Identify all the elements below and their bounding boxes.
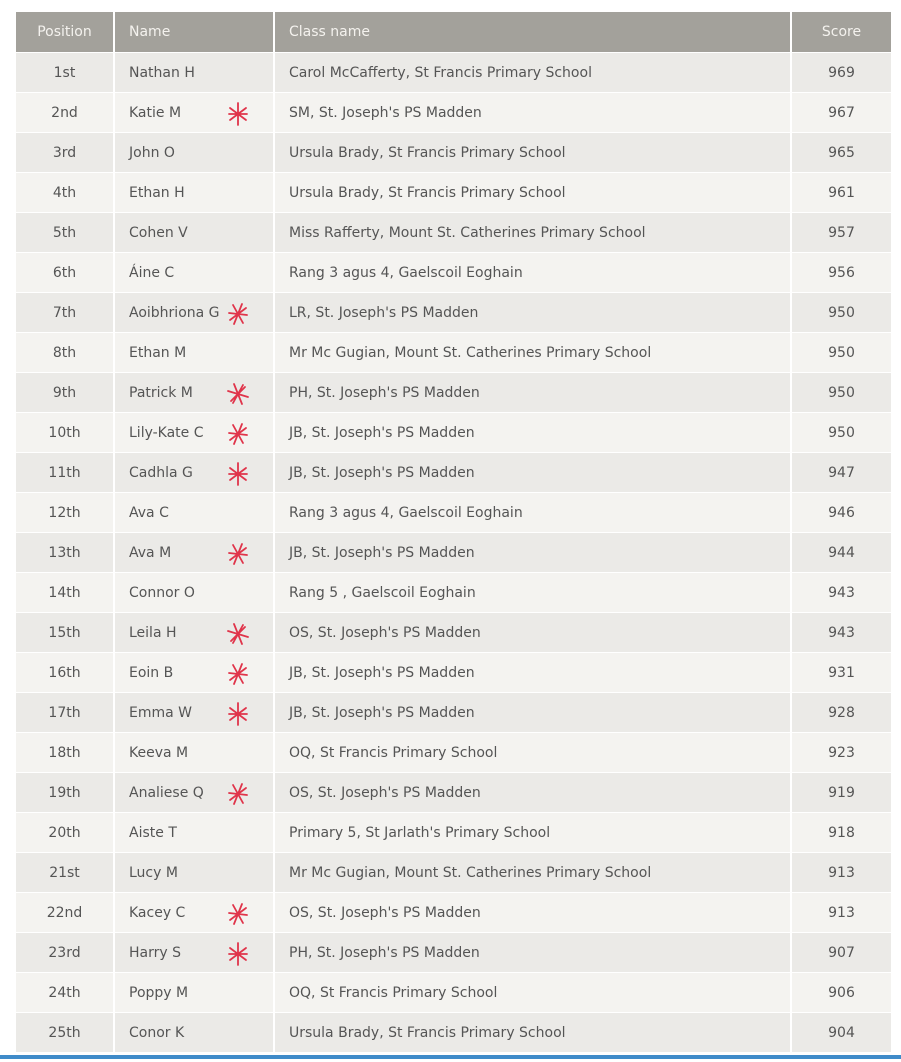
cell-score: 923: [792, 732, 891, 772]
cell-score: 950: [792, 372, 891, 412]
cell-name: [115, 652, 275, 692]
header-row: [16, 12, 891, 52]
cell-position: 1st: [16, 52, 115, 92]
cell-position: 11th: [16, 452, 115, 492]
cell-score: 967: [792, 92, 891, 132]
cell-class-name: OQ, St Francis Primary School: [275, 732, 792, 772]
cell-score: 956: [792, 252, 891, 292]
student-name: Cadhla G: [129, 464, 193, 481]
table-row[interactable]: [16, 732, 891, 772]
table-row[interactable]: [16, 772, 891, 812]
cell-score: 946: [792, 492, 891, 532]
cell-name: [115, 692, 275, 732]
cell-position: 19th: [16, 772, 115, 812]
table-row[interactable]: [16, 292, 891, 332]
cell-class-name: Mr Mc Gugian, Mount St. Catherines Primary School: [275, 332, 792, 372]
table-row[interactable]: [16, 652, 891, 692]
table-row[interactable]: [16, 892, 891, 932]
student-name: Connor O: [129, 584, 195, 601]
student-name: Ethan M: [129, 344, 187, 361]
cell-name: [115, 612, 275, 652]
cell-class-name: PH, St. Joseph's PS Madden: [275, 372, 792, 412]
cell-position: 14th: [16, 572, 115, 612]
cell-position: 7th: [16, 292, 115, 332]
hand-drawn-asterisk-icon: [225, 420, 251, 448]
cell-name: [115, 132, 275, 172]
leaderboard-table: [16, 12, 891, 1052]
cell-class-name: JB, St. Joseph's PS Madden: [275, 652, 792, 692]
hand-drawn-asterisk-icon: [225, 460, 251, 488]
cell-score: 947: [792, 452, 891, 492]
cell-score: 961: [792, 172, 891, 212]
cell-position: 25th: [16, 1012, 115, 1052]
cell-class-name: PH, St. Joseph's PS Madden: [275, 932, 792, 972]
hand-drawn-asterisk-icon: [225, 700, 251, 728]
cell-score: 931: [792, 652, 891, 692]
cell-name: [115, 92, 275, 132]
table-row[interactable]: [16, 932, 891, 972]
hand-drawn-asterisk-icon: [225, 380, 251, 408]
hand-drawn-asterisk-icon: [225, 900, 251, 928]
student-name: Kacey C: [129, 904, 186, 921]
cell-class-name: JB, St. Joseph's PS Madden: [275, 532, 792, 572]
student-name: Ava C: [129, 504, 169, 521]
cell-score: 907: [792, 932, 891, 972]
cell-score: 928: [792, 692, 891, 732]
cell-position: 12th: [16, 492, 115, 532]
cell-position: 8th: [16, 332, 115, 372]
table-row[interactable]: [16, 852, 891, 892]
table-row[interactable]: [16, 172, 891, 212]
student-name: Ava M: [129, 544, 172, 561]
table-row[interactable]: [16, 492, 891, 532]
cell-name: [115, 732, 275, 772]
cell-name: [115, 892, 275, 932]
table-row[interactable]: [16, 532, 891, 572]
student-name: Analiese Q: [129, 784, 204, 801]
table-row[interactable]: [16, 972, 891, 1012]
cell-score: 918: [792, 812, 891, 852]
cell-score: 944: [792, 532, 891, 572]
table-row[interactable]: [16, 252, 891, 292]
student-name: Poppy M: [129, 984, 189, 1001]
cell-score: 969: [792, 52, 891, 92]
student-name: Nathan H: [129, 64, 195, 81]
cell-position: 24th: [16, 972, 115, 1012]
leaderboard: [16, 12, 891, 1052]
cell-class-name: OQ, St Francis Primary School: [275, 972, 792, 1012]
student-name: Keeva M: [129, 744, 189, 761]
cell-name: [115, 772, 275, 812]
cell-class-name: Miss Rafferty, Mount St. Catherines Primary School: [275, 212, 792, 252]
cell-class-name: Rang 5 , Gaelscoil Eoghain: [275, 572, 792, 612]
student-name: Patrick M: [129, 384, 193, 401]
cell-class-name: JB, St. Joseph's PS Madden: [275, 412, 792, 452]
cell-class-name: OS, St. Joseph's PS Madden: [275, 772, 792, 812]
cell-position: 2nd: [16, 92, 115, 132]
cell-score: 913: [792, 852, 891, 892]
cell-position: 16th: [16, 652, 115, 692]
hand-drawn-asterisk-icon: [225, 940, 251, 968]
student-name: Aoibhriona G: [129, 304, 220, 321]
cell-position: 5th: [16, 212, 115, 252]
hand-drawn-asterisk-icon: [225, 620, 251, 648]
student-name: Eoin B: [129, 664, 174, 681]
cell-score: 919: [792, 772, 891, 812]
cell-name: [115, 972, 275, 1012]
cell-class-name: Ursula Brady, St Francis Primary School: [275, 1012, 792, 1052]
cell-score: 965: [792, 132, 891, 172]
header-score[interactable]: Score: [792, 12, 891, 52]
table-row[interactable]: [16, 132, 891, 172]
cell-position: 3rd: [16, 132, 115, 172]
cell-name: [115, 452, 275, 492]
cell-position: 22nd: [16, 892, 115, 932]
student-name: Emma W: [129, 704, 192, 721]
table-row[interactable]: [16, 52, 891, 92]
cell-name: [115, 532, 275, 572]
cell-class-name: LR, St. Joseph's PS Madden: [275, 292, 792, 332]
student-name: Lucy M: [129, 864, 178, 881]
table-row[interactable]: [16, 212, 891, 252]
cell-class-name: Primary 5, St Jarlath's Primary School: [275, 812, 792, 852]
student-name: Áine C: [129, 264, 175, 281]
table-row[interactable]: [16, 412, 891, 452]
cell-name: [115, 492, 275, 532]
cell-position: 4th: [16, 172, 115, 212]
cell-position: 21st: [16, 852, 115, 892]
hand-drawn-asterisk-icon: [225, 300, 251, 328]
student-name: Harry S: [129, 944, 181, 961]
table-row[interactable]: [16, 812, 891, 852]
table-row[interactable]: [16, 372, 891, 412]
student-name: Lily-Kate C: [129, 424, 204, 441]
cell-position: 20th: [16, 812, 115, 852]
cell-class-name: Rang 3 agus 4, Gaelscoil Eoghain: [275, 252, 792, 292]
table-row[interactable]: [16, 92, 891, 132]
cell-position: 17th: [16, 692, 115, 732]
student-name: Leila H: [129, 624, 177, 641]
cell-class-name: JB, St. Joseph's PS Madden: [275, 452, 792, 492]
cell-name: [115, 52, 275, 92]
hand-drawn-asterisk-icon: [225, 660, 251, 688]
cell-name: [115, 372, 275, 412]
table-body: [16, 52, 891, 1052]
cell-class-name: Ursula Brady, St Francis Primary School: [275, 132, 792, 172]
cell-score: 904: [792, 1012, 891, 1052]
cell-position: 18th: [16, 732, 115, 772]
bottom-accent-line: [0, 1055, 901, 1059]
cell-name: [115, 812, 275, 852]
header-position[interactable]: Position: [16, 12, 115, 52]
cell-position: 9th: [16, 372, 115, 412]
cell-position: 6th: [16, 252, 115, 292]
cell-class-name: Mr Mc Gugian, Mount St. Catherines Primary School: [275, 852, 792, 892]
cell-position: 13th: [16, 532, 115, 572]
student-name: Cohen V: [129, 224, 188, 241]
cell-name: [115, 212, 275, 252]
cell-score: 950: [792, 292, 891, 332]
student-name: Conor K: [129, 1024, 185, 1041]
table-row[interactable]: [16, 452, 891, 492]
cell-name: [115, 252, 275, 292]
table-row[interactable]: [16, 692, 891, 732]
student-name: Katie M: [129, 104, 182, 121]
student-name: Ethan H: [129, 184, 185, 201]
table-row[interactable]: [16, 332, 891, 372]
cell-position: 10th: [16, 412, 115, 452]
cell-score: 943: [792, 572, 891, 612]
cell-score: 950: [792, 412, 891, 452]
cell-score: 906: [792, 972, 891, 1012]
cell-class-name: Ursula Brady, St Francis Primary School: [275, 172, 792, 212]
cell-name: [115, 852, 275, 892]
cell-class-name: JB, St. Joseph's PS Madden: [275, 692, 792, 732]
header-name[interactable]: Name: [115, 12, 275, 52]
cell-class-name: Carol McCafferty, St Francis Primary School: [275, 52, 792, 92]
hand-drawn-asterisk-icon: [225, 780, 251, 808]
cell-score: 957: [792, 212, 891, 252]
cell-name: [115, 332, 275, 372]
hand-drawn-asterisk-icon: [225, 540, 251, 568]
cell-name: [115, 172, 275, 212]
student-name: John O: [129, 144, 175, 161]
hand-drawn-asterisk-icon: [225, 100, 251, 128]
cell-score: 950: [792, 332, 891, 372]
table-row[interactable]: [16, 612, 891, 652]
cell-position: 23rd: [16, 932, 115, 972]
header-class-name[interactable]: Class name: [275, 12, 792, 52]
table-row[interactable]: [16, 572, 891, 612]
cell-score: 943: [792, 612, 891, 652]
cell-name: [115, 572, 275, 612]
student-name: Aiste T: [129, 824, 177, 841]
cell-name: [115, 1012, 275, 1052]
cell-name: [115, 932, 275, 972]
cell-position: 15th: [16, 612, 115, 652]
cell-name: [115, 292, 275, 332]
cell-class-name: OS, St. Joseph's PS Madden: [275, 612, 792, 652]
cell-class-name: Rang 3 agus 4, Gaelscoil Eoghain: [275, 492, 792, 532]
table-header: [16, 12, 891, 52]
table-row[interactable]: [16, 1012, 891, 1052]
cell-class-name: SM, St. Joseph's PS Madden: [275, 92, 792, 132]
cell-class-name: OS, St. Joseph's PS Madden: [275, 892, 792, 932]
cell-score: 913: [792, 892, 891, 932]
cell-name: [115, 412, 275, 452]
